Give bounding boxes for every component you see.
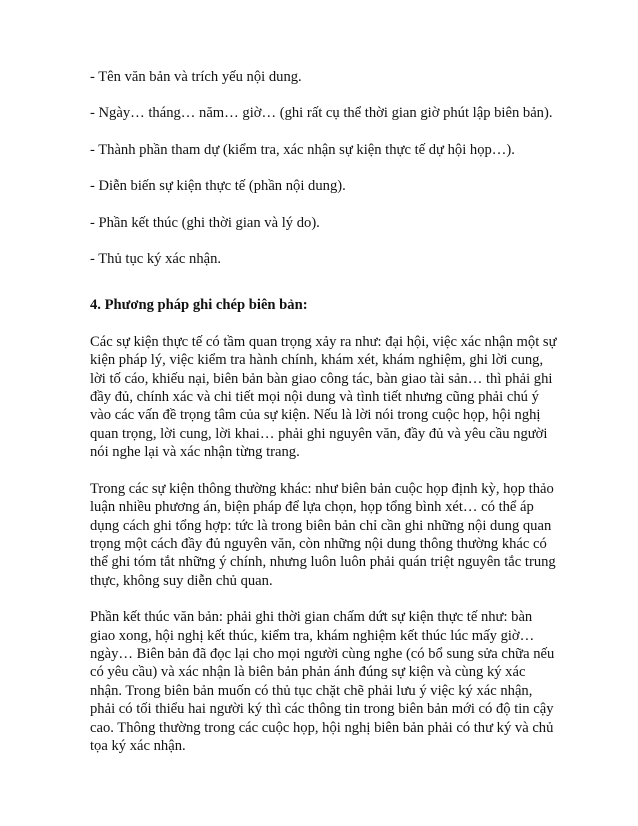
list-item: - Diễn biến sự kiện thực tế (phần nội dung). [90,178,346,195]
list-item: - Tên văn bản và trích yếu nội dung. [90,69,302,85]
list-item: - Phần kết thúc (ghi thời gian và lý do). [90,214,320,231]
document-page [90,68,560,773]
body-paragraph: Các sự kiện thực tế có tầm quan trọng xảy ra như: đại hội, việc xác nhận một sự kiện pháp lý, việc kiểm tra hành chính, khám xét, khám nghiệm, ghi lời cung, lời tố cáo, khiếu nại, biên bản bàn giao công tác, bàn giao tài sản… thì phải ghi đầy đủ, chính xác và chi tiết mọi nội dung và tình tiết nhưng cũng phải chú ý vào các vấn đề trọng tâm của sự kiện. Nếu là lời nói trong cuộc họp, hội nghị quan trọng, lời cung, lời khai… phải ghi nguyên văn, đầy đủ và yêu cầu người nói nghe lại và xác nhận từng trang. [90,333,557,461]
section-heading: 4. Phương pháp ghi chép biên bản: [90,297,308,314]
body-paragraph: Trong các sự kiện thông thường khác: như biên bản cuộc họp định kỳ, họp thảo luận nhiều phương án, biện pháp để lựa chọn, họp tổng bình xét… có thể áp dụng cách ghi tổng hợp: tức là trong biên bản chỉ cần ghi những nội dung quan trọng một cách đầy đủ nguyên văn, còn những nội dung thông thường khác có thể ghi tóm tắt những ý chính, nhưng luôn luôn phải quán triệt nguyên tắc trung thực, không suy diễn chủ quan. [90,480,556,589]
body-paragraph: Phần kết thúc văn bản: phải ghi thời gian chấm dứt sự kiện thực tế như: bàn giao xong, hội nghị kết thúc, kiểm tra, khám nghiệm kết thúc lúc mấy giờ… ngày… Biên bản đã đọc lại cho mọi người cùng nghe (có bổ sung sửa chữa nếu có yêu cầu) và xác nhận là biên bản phản ánh đúng sự kiện và cùng ký xác nhận. Trong biên bản muốn có thủ tục chặt chẽ phải lưu ý việc ký xác nhận, phải có tối thiểu hai người ký thì các thông tin trong biên bản mới có độ tin cậy cao. Thông thường trong các cuộc họp, hội nghị biên bản phải có thư ký và chủ tọa ký xác nhận. [90,609,555,754]
list-item: - Thủ tục ký xác nhận. [90,251,222,268]
list-item: - Thành phần tham dự (kiểm tra, xác nhận sự kiện thực tế dự hội họp…). [90,141,515,158]
list-item: - Ngày… tháng… năm… giờ… (ghi rất cụ thể thời gian giờ phút lập biên bản). [90,105,553,122]
